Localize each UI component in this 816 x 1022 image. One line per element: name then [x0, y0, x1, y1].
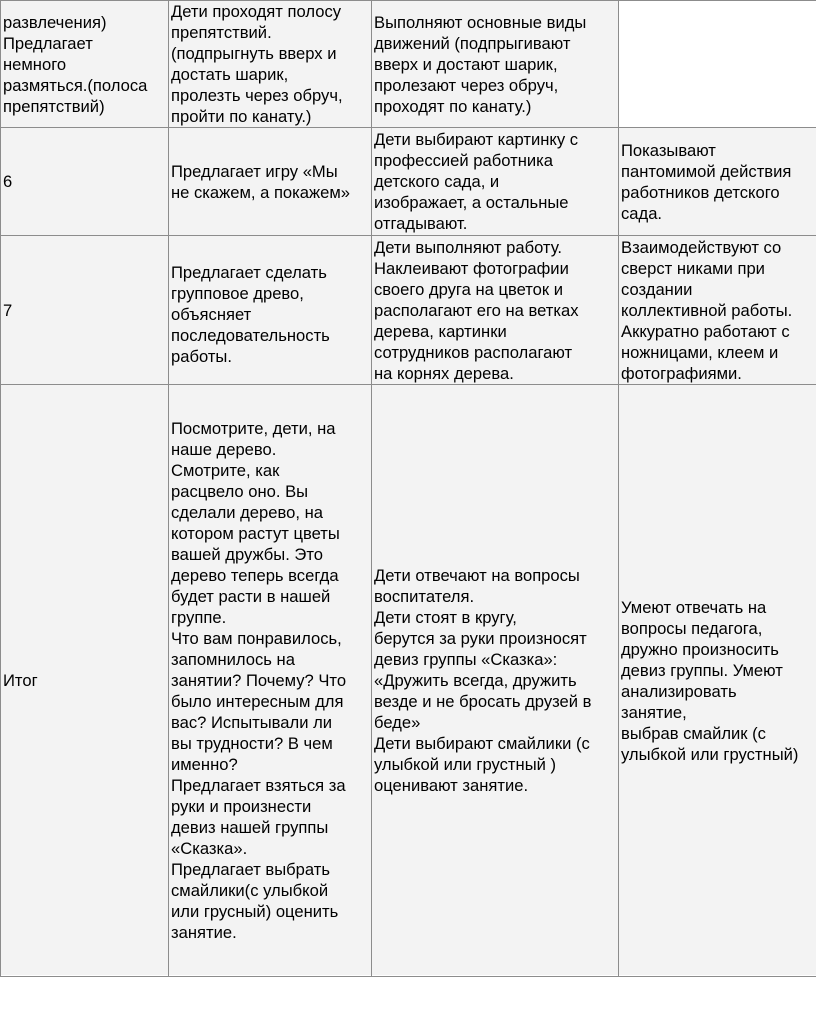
- cell-text: Взаимодействуют со сверст никами при создании коллективной работы. Аккуратно работают с ножницами, клеем и фотографиями.: [621, 237, 793, 383]
- cell-text: Дети отвечают на вопросы воспитателя. Дети стоят в кругу, берутся за руки произносят девиз группы «Сказка»: «Дружить всегда, дружить везде и не бросать друзей в беде» Дети выбирают смайлики (с улыбкой или грустный ) оценивают занятие.: [374, 566, 592, 795]
- table-cell: [372, 236, 619, 385]
- cell-text: Предлагает игру «Мы не скажем, а покажем»: [171, 161, 350, 202]
- cell-text: Дети выбирают картинку с профессией работника детского сада, и изображает, а остальные отгадывают.: [374, 130, 579, 233]
- cell-text: Дети проходят полосу препятствий. (подпрыгнуть вверх и достать шарик, пролезть через обруч, пройти по канату.): [171, 2, 343, 126]
- table-cell: [169, 128, 372, 236]
- cell-text: Предлагает сделать групповое древо, объясняет последовательность работы.: [171, 262, 330, 366]
- cell-text: 6: [3, 172, 13, 191]
- cell-text: Дети выполняют работу. Наклеивают фотографии своего друга на цветок и располагают его на ветках дерева, картинки сотрудников располагают на корнях дерева.: [374, 237, 579, 383]
- table-cell: [169, 1, 372, 128]
- table-cell: [619, 236, 816, 385]
- row-number-cell: [1, 236, 169, 385]
- table-row: [1, 236, 816, 385]
- table-row: [1, 385, 816, 977]
- cell-text: развлечения) Предлагает немного размяться.(полоса препятствий): [3, 12, 148, 116]
- table-cell: [372, 1, 619, 128]
- table-row: [1, 1, 816, 128]
- table-row: [1, 128, 816, 236]
- table-cell-empty: [619, 1, 816, 128]
- table-cell: [619, 385, 816, 977]
- row-number-cell: [1, 385, 169, 977]
- table-cell: [372, 385, 619, 977]
- table-cell: [169, 385, 372, 977]
- cell-text: Показывают пантомимой действия работников детского сада.: [621, 140, 792, 223]
- cell-text: Выполняют основные виды движений (подпрыгивают вверх и достают шарик, пролезают через обруч, проходят по канату.): [374, 12, 587, 116]
- table-cell: [1, 1, 169, 128]
- cell-text: Посмотрите, дети, на наше дерево. Смотрите, как расцвело оно. Вы сделали дерево, на котором растут цветы вашей дружбы. Это дерево теперь всегда будет расти в нашей группе. Что вам понравилось, запомнилось на занятии? Почему? Что было интересным для вас? Испытывали ли вы трудности? В чем именно? Предлагает взяться за руки и произнести девиз нашей группы «Сказка». Предлагает выбрать смайлики(с улыбкой или грусный) оценить занятие.: [171, 419, 347, 942]
- row-number-cell: [1, 128, 169, 236]
- table-cell: [169, 236, 372, 385]
- table-cell: [372, 128, 619, 236]
- table-cell: [619, 128, 816, 236]
- cell-text: Итог: [3, 671, 38, 690]
- cell-text: Умеют отвечать на вопросы педагога, дружно произносить девиз группы. Умеют анализировать занятие, выбрав смайлик (с улыбкой или грустный): [621, 597, 799, 764]
- cell-text: 7: [3, 300, 13, 320]
